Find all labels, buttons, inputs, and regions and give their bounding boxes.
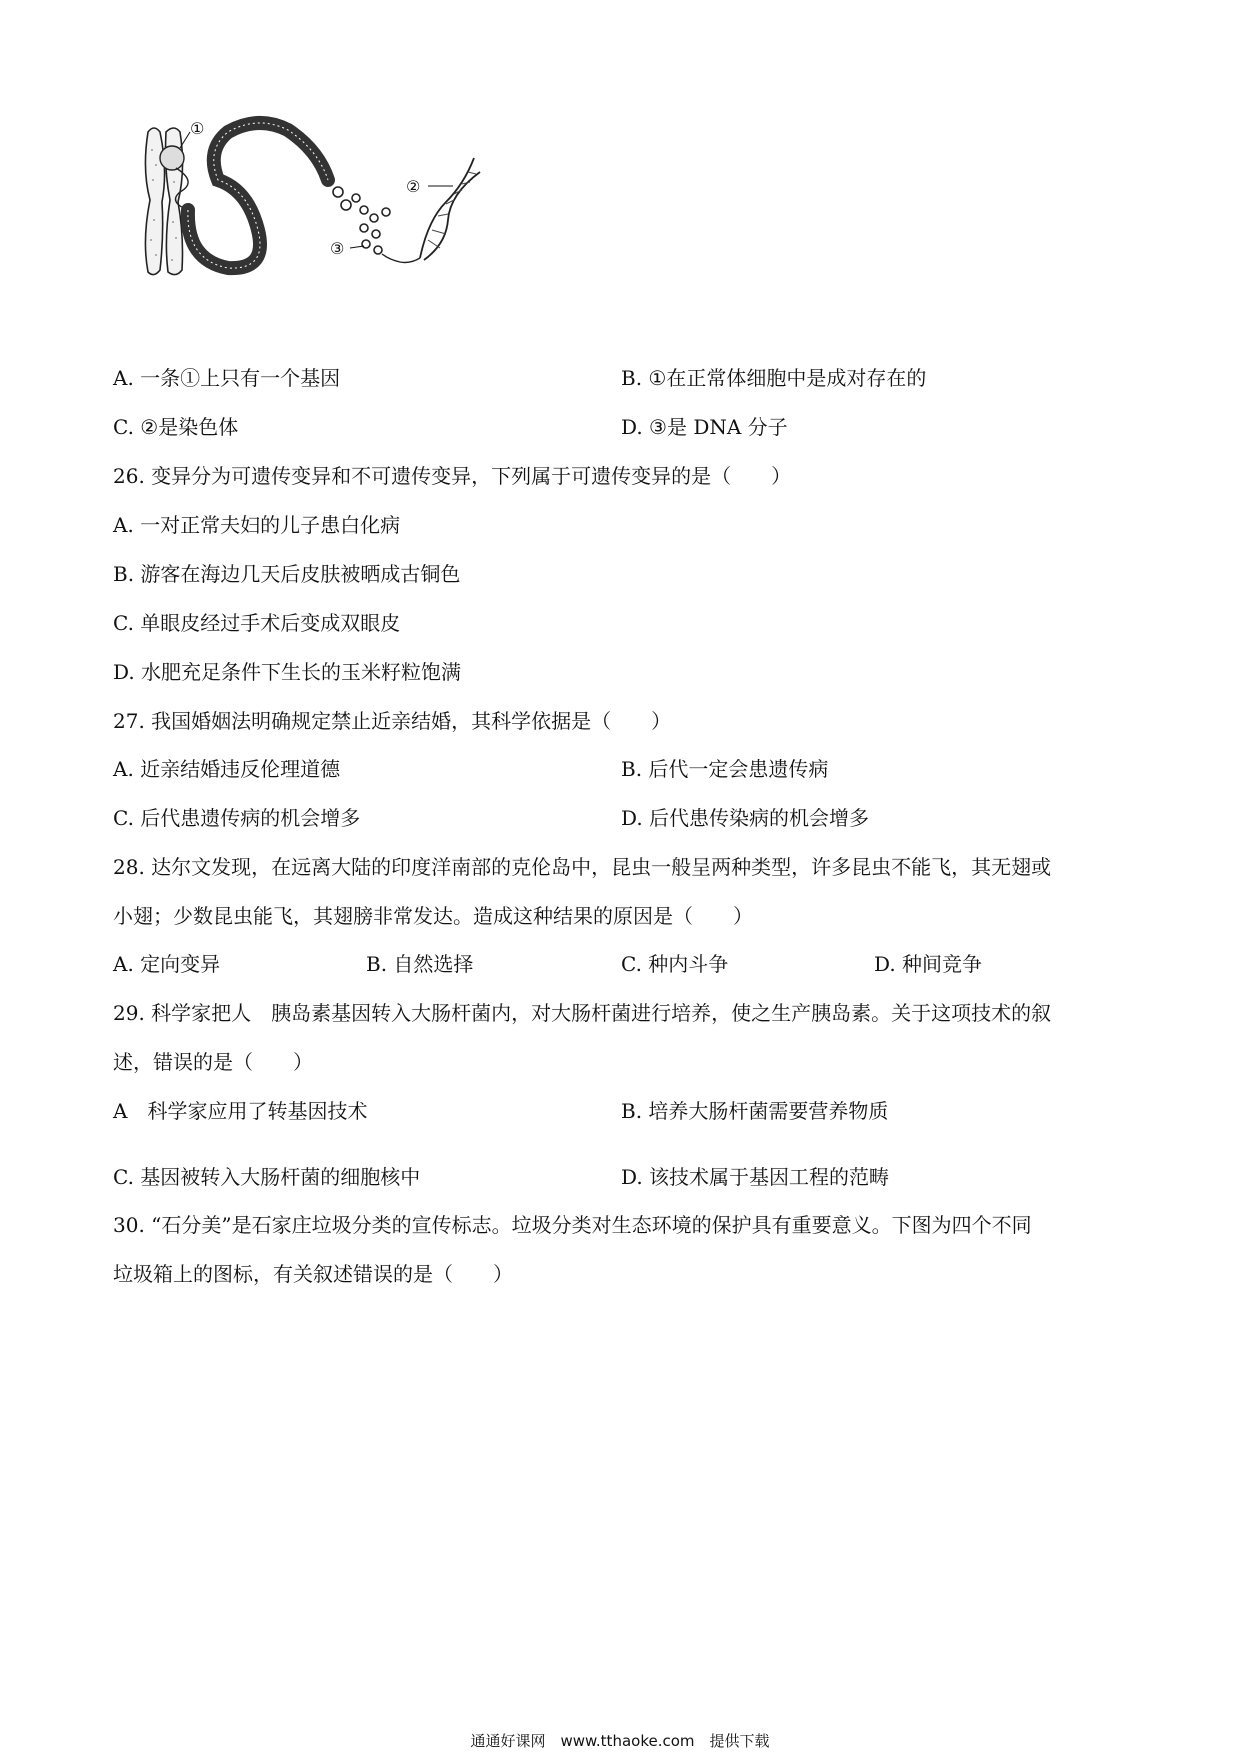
q27-stem: 27. 我国婚姻法明确规定禁止近亲结婚，其科学依据是（ ） bbox=[113, 709, 672, 733]
q28-option-d: D. 种间竞争 bbox=[874, 952, 983, 976]
q26-option-d: D. 水肥充足条件下生长的玉米籽粒饱满 bbox=[113, 660, 462, 684]
q25-option-d: D. ③是 DNA 分子 bbox=[621, 415, 788, 439]
q28-option-b: B. 自然选择 bbox=[366, 952, 474, 976]
q27-option-b: B. 后代一定会患遗传病 bbox=[621, 757, 829, 781]
q26-option-a: A. 一对正常夫妇的儿子患白化病 bbox=[113, 513, 401, 537]
label-3: ③ bbox=[330, 239, 345, 258]
q28-stem-line2: 小翅；少数昆虫能飞，其翅膀非常发达。造成这种结果的原因是（ ） bbox=[113, 904, 753, 928]
q29-stem-line2: 述，错误的是（ ） bbox=[113, 1050, 313, 1074]
q29-option-d: D. 该技术属于基因工程的范畴 bbox=[621, 1165, 890, 1189]
label-2: ② bbox=[406, 177, 421, 196]
q28-option-a: A. 定向变异 bbox=[113, 952, 221, 976]
q27-option-a: A. 近亲结婚违反伦理道德 bbox=[113, 757, 341, 781]
q25-option-c: C. ②是染色体 bbox=[113, 415, 239, 439]
q30-stem-line2: 垃圾箱上的图标，有关叙述错误的是（ ） bbox=[113, 1262, 513, 1286]
q27-option-c: C. 后代患遗传病的机会增多 bbox=[113, 806, 361, 830]
q29-option-a: A 科学家应用了转基因技术 bbox=[113, 1099, 368, 1123]
q26-stem: 26. 变异分为可遗传变异和不可遗传变异，下列属于可遗传变异的是（ ） bbox=[113, 464, 792, 488]
q29-stem-line1: 29. 科学家把人 胰岛素基因转入大肠杆菌内，对大肠杆菌进行培养，使之生产胰岛素。关于这项技术的叙 bbox=[113, 1001, 1052, 1025]
q30-stem-line1: 30. “石分美”是石家庄垃圾分类的宣传标志。垃圾分类对生态环境的保护具有重要意义。下图为四个不同 bbox=[113, 1213, 1032, 1237]
q26-option-b: B. 游客在海边几天后皮肤被晒成古铜色 bbox=[113, 562, 461, 586]
chromosome-dna-figure bbox=[128, 110, 568, 310]
q28-stem-line1: 28. 达尔文发现，在远离大陆的印度洋南部的克伦岛中，昆虫一般呈两种类型，许多昆虫不能飞，其无翅或 bbox=[113, 855, 1052, 879]
page-footer: 通通好课网 www.tthaoke.com 提供下载 bbox=[470, 1732, 770, 1750]
q29-option-b: B. 培养大肠杆菌需要营养物质 bbox=[621, 1099, 889, 1123]
q27-option-d: D. 后代患传染病的机会增多 bbox=[621, 806, 870, 830]
label-1: ① bbox=[190, 119, 205, 138]
q25-option-a: A. 一条①上只有一个基因 bbox=[113, 366, 341, 390]
q29-option-c: C. 基因被转入大肠杆菌的细胞核中 bbox=[113, 1165, 421, 1189]
q25-option-b: B. ①在正常体细胞中是成对存在的 bbox=[621, 366, 927, 390]
q28-option-c: C. 种内斗争 bbox=[621, 952, 729, 976]
q26-option-c: C. 单眼皮经过手术后变成双眼皮 bbox=[113, 611, 401, 635]
